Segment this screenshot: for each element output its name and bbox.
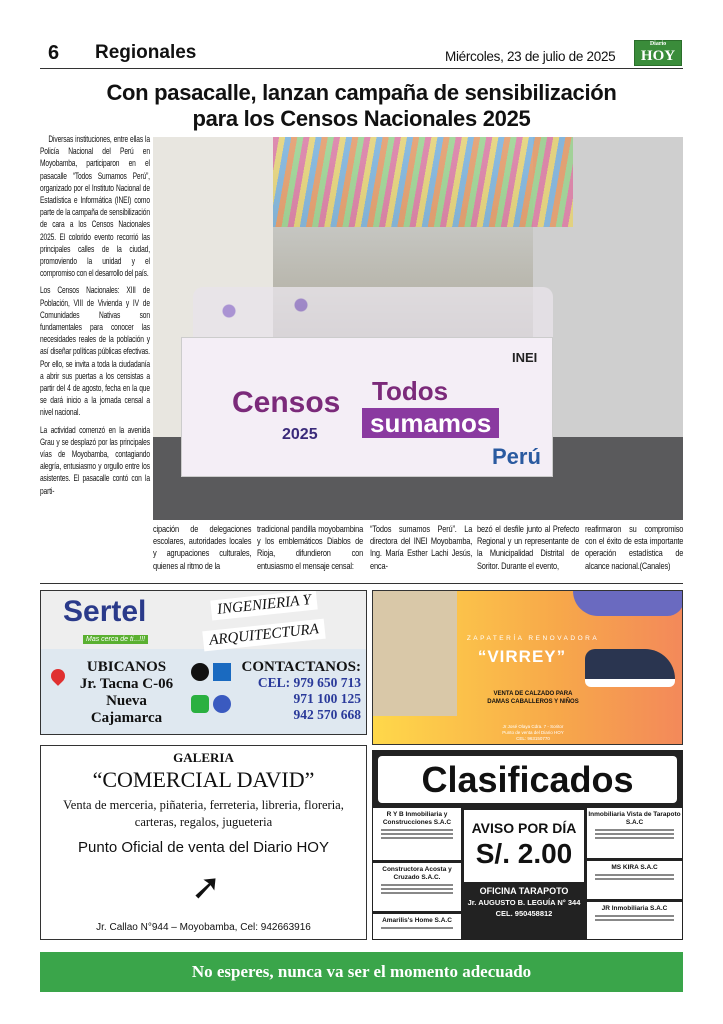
galeria-name: “COMERCIAL DAVID” [92, 767, 315, 792]
address-line-1: Jr. Tacna C-06 [79, 676, 174, 692]
boots-photo [373, 591, 457, 716]
classified-item [372, 807, 462, 861]
virrey-point: Punto de venta del Diario HOY [502, 730, 564, 735]
phone: CEL: 979 650 713 [257, 675, 361, 690]
purple-shape [573, 591, 683, 616]
arrow-icon: ➚ [191, 867, 222, 908]
classifieds [372, 750, 683, 940]
article-rule [40, 583, 683, 584]
classified-title: MS KIRA S.A.C [611, 864, 658, 871]
photo-flags [273, 137, 573, 227]
virrey-subtitle: ZAPATERÍA RENOVADORA [466, 635, 600, 642]
article-column: reafirmaron su compromiso con el éxito de esta importante operación estadística de alcance nacional.(Canales) [585, 524, 684, 572]
galeria-label: GALERIA [173, 750, 234, 765]
banner-peru: Perú [492, 444, 541, 469]
galeria-address: Jr. Callao N°944 – Moyobamba, Cel: 942663916 [96, 922, 311, 933]
tiktok-icon [191, 663, 209, 681]
whatsapp-icon [191, 695, 209, 713]
ubicanos-label: UBICANOS [86, 659, 167, 675]
virrey-name: “VIRREY” [477, 647, 567, 666]
facebook-icon [213, 695, 231, 713]
footer-banner: No esperes, nunca va ser el momento adecuado [40, 952, 683, 992]
phone: 971 100 125 [293, 691, 361, 706]
aviso-price: S/. 2.00 [475, 838, 573, 869]
census-banner [181, 337, 553, 477]
banner-year: 2025 [282, 426, 318, 443]
classified-title: Constructora Acosta y Cruzado S.A.C. [382, 866, 452, 881]
phone: 942 570 668 [293, 707, 361, 722]
classified-item [586, 901, 683, 940]
sneaker-image [585, 649, 675, 687]
issue-date: Miércoles, 23 de julio de 2025 [445, 49, 616, 64]
ad-virrey [372, 590, 683, 745]
outlook-icon [213, 663, 231, 681]
article-photo [153, 137, 683, 520]
ad-galeria [40, 745, 367, 940]
article-column: tradicional pandilla moyobambina y los emblemáticos Diablos de Rioja, difundieron con entusiasmo el mensaje censal: [257, 524, 364, 572]
classified-title: Amarilis's Home S.A.C [382, 917, 452, 924]
galeria-desc: Venta de merceria, piñateria, ferreteria, libreria, floreria, carteras, regalos, jugueteria [63, 798, 344, 829]
service-1: INGENIERIA Y [210, 590, 318, 621]
classified-title: R Y B Inmobiliaria y Construcciones S.A.C [382, 811, 452, 826]
section-title: Regionales [95, 42, 197, 63]
office-address: Jr. AUGUSTO B. LEGUÍA N° 344 [467, 898, 581, 907]
logo-big: HOY [640, 48, 676, 64]
paragraph: La actividad comenzó en la avenida Grau y se desplazó por las principales vías de Moyobamba, contagiando alegría, entusiasmo y orgullo entre los asistentes. El pasacalle contó con la parti- [40, 424, 150, 497]
headline-line-1: Con pasacalle, lanzan campaña de sensibilización [106, 80, 617, 105]
virrey-desc-2: DAMAS CABALLEROS Y NIÑOS [487, 699, 579, 705]
office-label: OFICINA TARAPOTO [479, 886, 569, 896]
header-rule [40, 68, 683, 69]
office-cel: CEL. 950458812 [495, 909, 553, 918]
classified-item [372, 913, 462, 940]
location-pin-icon [48, 666, 68, 686]
article-column: cipación de delegaciones escolares, autoridades locales y agrupaciones culturales, quienes al ritmo de la [153, 524, 252, 572]
service-2: ARQUITECTURA [202, 619, 325, 652]
paragraph: Los Censos Nacionales: XIII de Población, VIII de Vivienda y IV de Comunidades Nativas son fundamentales para conocer las necesidades reales de la población y así diseñar políticas públicas efectivas. Por ello, se invita a toda la ciudadanía a abrir sus puertas a los censistas a partir del 4 de agosto, fecha en la que se dará inicio a la jornada censal a nivel nacional. [40, 285, 150, 419]
headline-line-2: para los Censos Nacionales 2025 [192, 106, 531, 131]
article-left-column [40, 134, 150, 503]
contact-title: CONTACTANOS: [241, 659, 361, 675]
address-line-2: Nueva Cajamarca [90, 693, 163, 726]
virrey-address: Jr José Olaya Cdra. 7 - Soritor [502, 724, 564, 729]
banner-sumamos: sumamos [362, 408, 499, 438]
banner-todos: Todos [372, 376, 449, 406]
aviso-label: AVISO POR DÍA [471, 820, 577, 836]
galeria-point: Punto Oficial de venta del Diario HOY [78, 839, 329, 856]
sertel-tagline: Mas cerca de ti...!!! [83, 635, 148, 644]
headline [40, 80, 683, 132]
classified-title: Inmobiliaria Vista de Tarapoto S.A.C [588, 811, 681, 826]
diario-hoy-logo [634, 40, 682, 66]
logo-small: Diario [649, 41, 667, 47]
article-column: “Todos sumamos Perú”. La directora del INEI Moyobamba, Ing. María Esther Lachi Jesús, enca- [370, 524, 473, 572]
paragraph: Diversas instituciones, entre ellas la Policía Nacional del Perú en Moyobamba, participaron en el pasacalle “Todos Sumamos Perú”, organizado por el Instituto Nacional de Estadística e Informática (INEI) como parte de la campaña de sensibilización de cara a los Censos Nacionales 2025. El colorido evento recorrió las principales calles de la ciudad, promoviendo la unidad y el compromiso con el desarrollo del país. [40, 134, 150, 280]
classified-title: JR Inmobiliaria S.A.C [601, 905, 668, 912]
page-number: 6 [48, 42, 60, 64]
banner-censos: Censos [232, 386, 341, 419]
classified-item [586, 807, 683, 859]
sertel-logo: Sertel [63, 595, 147, 628]
classified-item [372, 862, 462, 912]
virrey-desc-1: VENTA DE CALZADO PARA [493, 691, 573, 697]
banner-inei: INEI [512, 350, 538, 365]
virrey-cel: CEL: 963150770 [516, 736, 550, 741]
classified-item [586, 860, 683, 900]
ad-sertel [40, 590, 367, 735]
classifieds-title: Clasificados [378, 756, 677, 803]
article-column: bezó el desfile junto al Prefecto Regional y un representante de la Municipalidad Distrital de Soritor. Durante el evento, [477, 524, 580, 572]
